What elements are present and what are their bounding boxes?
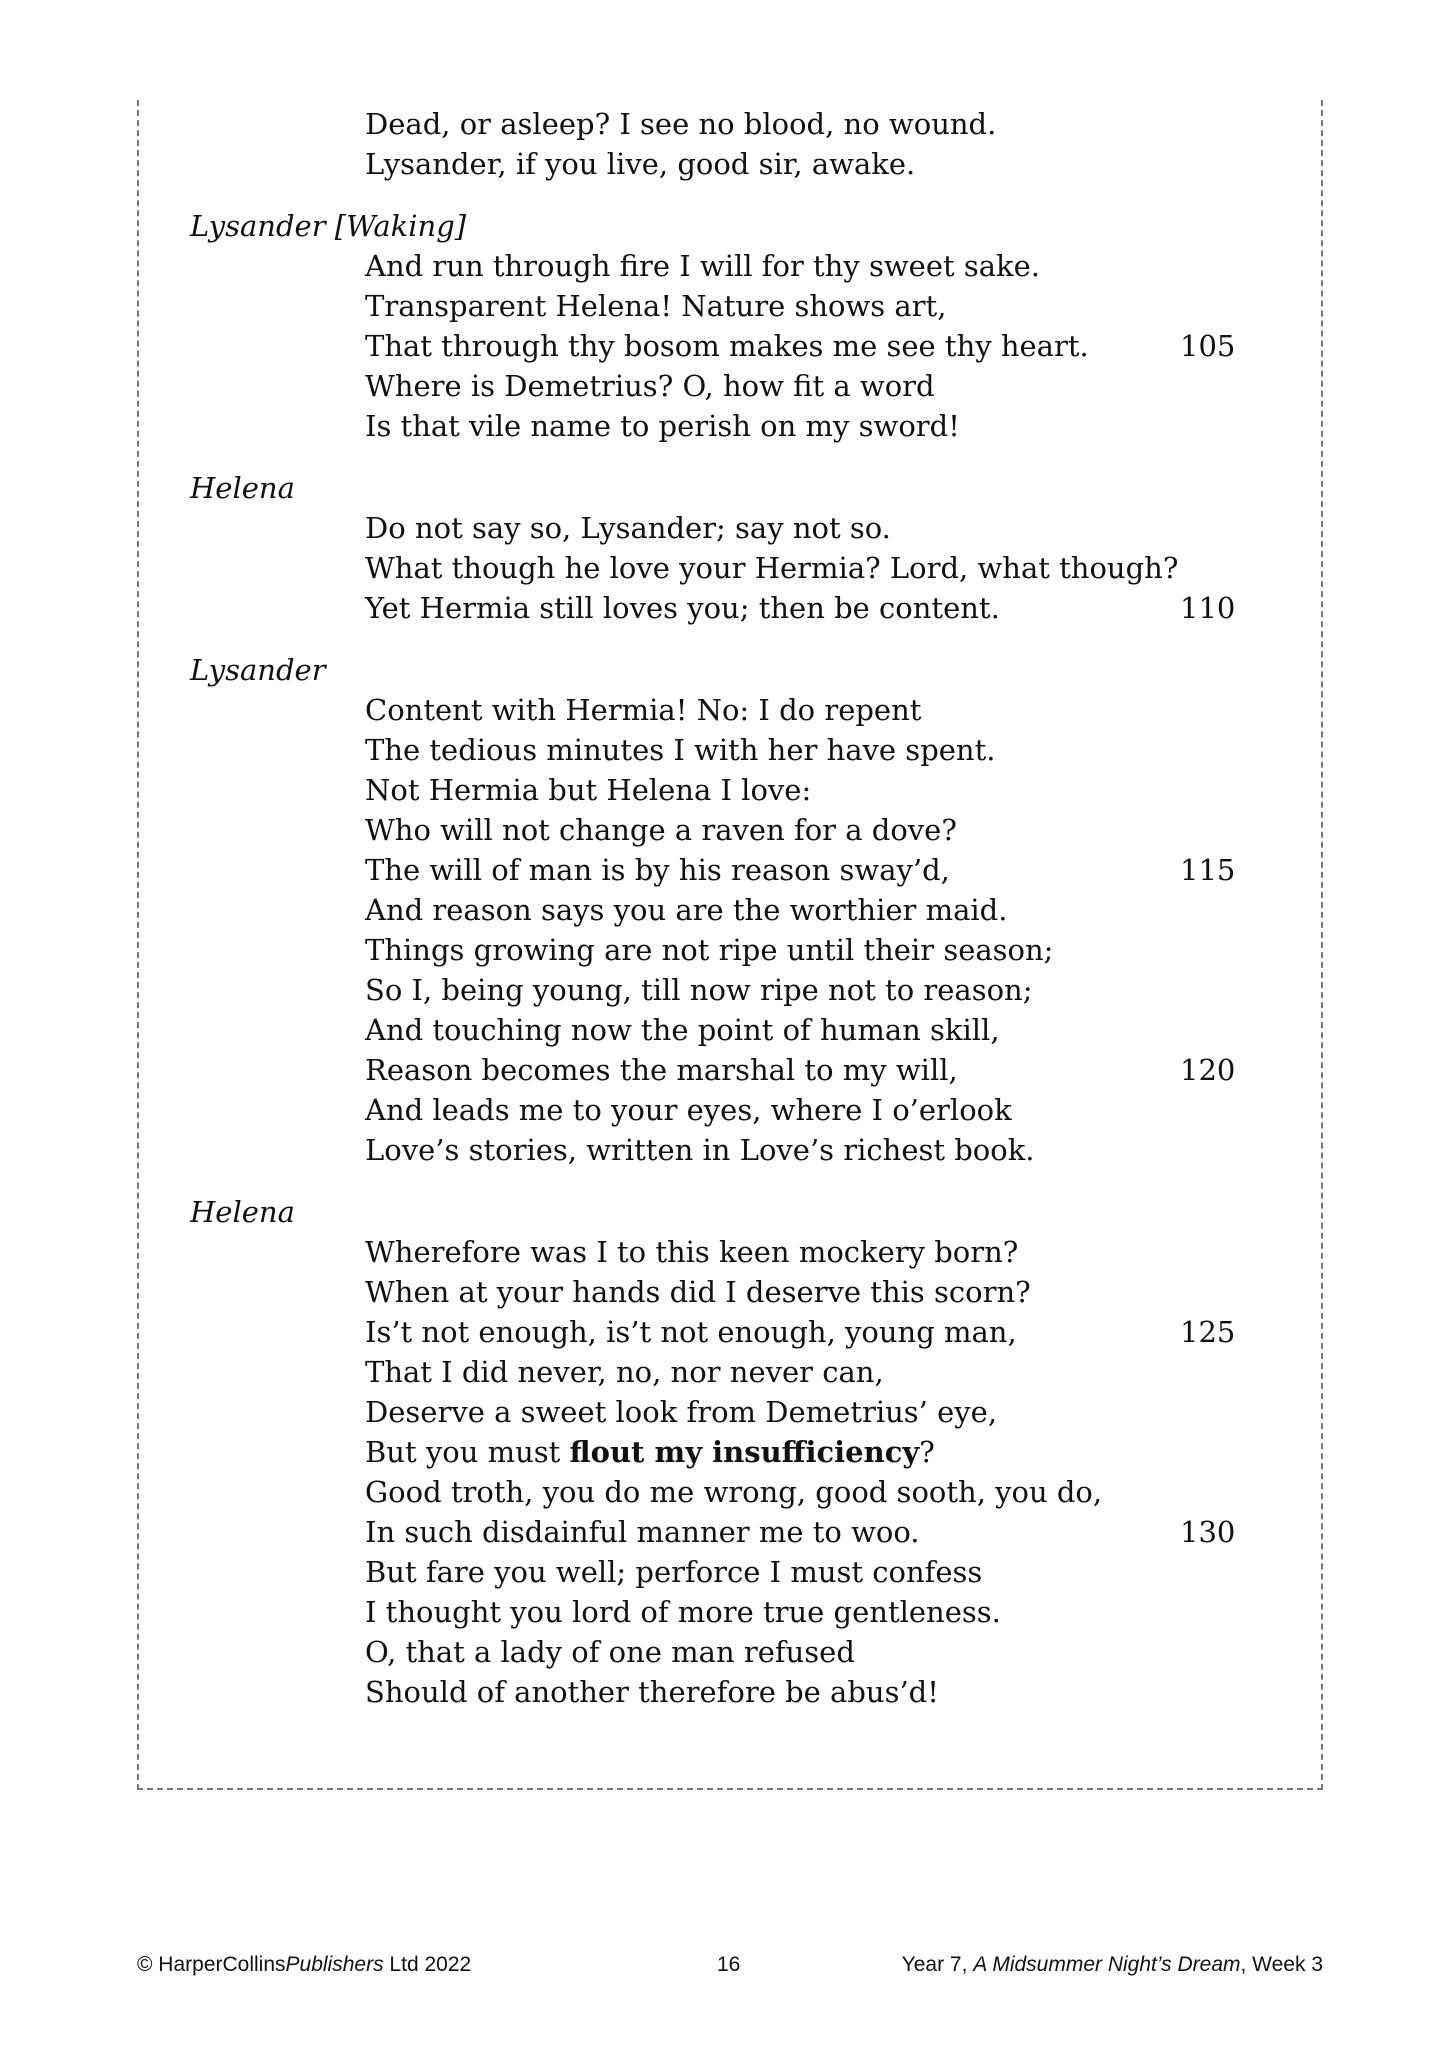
highlighted-phrase: flout my insufficiency: [569, 1435, 920, 1469]
verse-text: Do not say so, Lysander; say not so.: [365, 511, 891, 545]
verse-text: So I, being young, till now ripe not to reason;: [365, 973, 1033, 1007]
speaker-name: Lysander: [190, 653, 326, 687]
verse-text: Deserve a sweet look from Demetrius’ eye,: [365, 1395, 998, 1429]
speech-block: [190, 206, 1250, 446]
line-number: 110: [1180, 591, 1236, 625]
verse-text: But fare you well; perforce I must confess: [365, 1555, 983, 1589]
verse-line: [190, 144, 1250, 184]
verse-text: Reason becomes the marshal to my will,: [365, 1053, 958, 1087]
verse-text: And reason says you are the worthier maid.: [365, 893, 1008, 927]
verse-line: [190, 1672, 1250, 1712]
verse-text: And leads me to your eyes, where I o’erlook: [365, 1093, 1012, 1127]
verse-text: Is’t not enough, is’t not enough, young man,: [365, 1315, 1017, 1349]
verse-line: [190, 406, 1250, 446]
verse-line: [190, 326, 1250, 366]
page-number: 16: [717, 1953, 741, 1976]
verse-text: Not Hermia but Helena I love:: [365, 773, 812, 807]
verse-text: Things growing are not ripe until their season;: [365, 933, 1054, 967]
verse-text: Transparent Helena! Nature shows art,: [365, 289, 947, 323]
verse-line: [190, 810, 1250, 850]
speech-block: [190, 104, 1250, 184]
verse-line: [190, 770, 1250, 810]
speech-block: [190, 650, 1250, 1170]
verse-line: [190, 1090, 1250, 1130]
verse-line: [190, 1352, 1250, 1392]
verse-line: [190, 1050, 1250, 1090]
verse-text: Content with Hermia! No: I do repent: [365, 693, 922, 727]
speech-block: [190, 1192, 1250, 1712]
speech-block: [190, 468, 1250, 628]
verse-text: The will of man is by his reason sway’d,: [365, 853, 950, 887]
play-extract: [190, 104, 1250, 1734]
verse-line: [190, 1392, 1250, 1432]
verse-text: I thought you lord of more true gentleness.: [365, 1595, 1001, 1629]
verse-line: [190, 1592, 1250, 1632]
verse-line: [190, 1272, 1250, 1312]
verse-text: What though he love your Hermia? Lord, what though?: [365, 551, 1179, 585]
verse-text: Should of another therefore be abus’d!: [365, 1675, 939, 1709]
copyright-notice: © HarperCollinsPublishers Ltd 2022: [137, 1953, 472, 1976]
verse-line: [190, 548, 1250, 588]
verse-line: [190, 890, 1250, 930]
line-number: 105: [1180, 329, 1236, 363]
verse-line: [190, 850, 1250, 890]
verse-text: Good troth, you do me wrong, good sooth, you do,: [365, 1475, 1103, 1509]
verse-text: Yet Hermia still loves you; then be content.: [365, 591, 1000, 625]
verse-text: Who will not change a raven for a dove?: [365, 813, 957, 847]
verse-line: [190, 730, 1250, 770]
verse-line: [190, 690, 1250, 730]
verse-line: [190, 930, 1250, 970]
verse-text: Lysander, if you live, good sir, awake.: [365, 147, 916, 181]
verse-line: [190, 1472, 1250, 1512]
speaker-name: Helena: [190, 471, 295, 505]
verse-line: [190, 1232, 1250, 1272]
verse-text: Wherefore was I to this keen mockery born?: [365, 1235, 1019, 1269]
verse-line: [190, 1130, 1250, 1170]
verse-text: In such disdainful manner me to woo.: [365, 1515, 920, 1549]
speaker-name: Helena: [190, 1195, 295, 1229]
verse-line: [190, 970, 1250, 1010]
verse-text: That I did never, no, nor never can,: [365, 1355, 884, 1389]
verse-line: [190, 104, 1250, 144]
verse-text: Love’s stories, written in Love’s richest book.: [365, 1133, 1035, 1167]
verse-line: [190, 588, 1250, 628]
verse-line: [190, 1512, 1250, 1552]
verse-text: The tedious minutes I with her have spent.: [365, 733, 996, 767]
speaker-name: Lysander [Waking]: [190, 209, 467, 243]
verse-line: But you must flout my insufficiency?: [365, 1435, 935, 1469]
verse-text: O, that a lady of one man refused: [365, 1635, 855, 1669]
verse-text: Where is Demetrius? O, how fit a word: [365, 369, 935, 403]
verse-text: That through thy bosom makes me see thy heart.: [365, 329, 1089, 363]
verse-line: [190, 508, 1250, 548]
verse-line: [190, 1632, 1250, 1672]
verse-line: [190, 1552, 1250, 1592]
verse-text: Is that vile name to perish on my sword!: [365, 409, 960, 443]
line-number: 115: [1180, 853, 1236, 887]
line-number: 130: [1180, 1515, 1236, 1549]
verse-line: [190, 286, 1250, 326]
verse-line: [190, 1010, 1250, 1050]
verse-line: [190, 366, 1250, 406]
verse-line: [190, 246, 1250, 286]
verse-text: And touching now the point of human skill,: [365, 1013, 1000, 1047]
course-info: Year 7, A Midsummer Night’s Dream, Week 3: [901, 1953, 1323, 1976]
verse-text: And run through fire I will for thy sweet sake.: [365, 249, 1040, 283]
verse-text: When at your hands did I deserve this scorn?: [365, 1275, 1031, 1309]
verse-line: [190, 1312, 1250, 1352]
line-number: 125: [1180, 1315, 1236, 1349]
verse-text: Dead, or asleep? I see no blood, no wound.: [365, 107, 997, 141]
page-footer: [137, 1953, 1323, 1983]
line-number: 120: [1180, 1053, 1236, 1087]
